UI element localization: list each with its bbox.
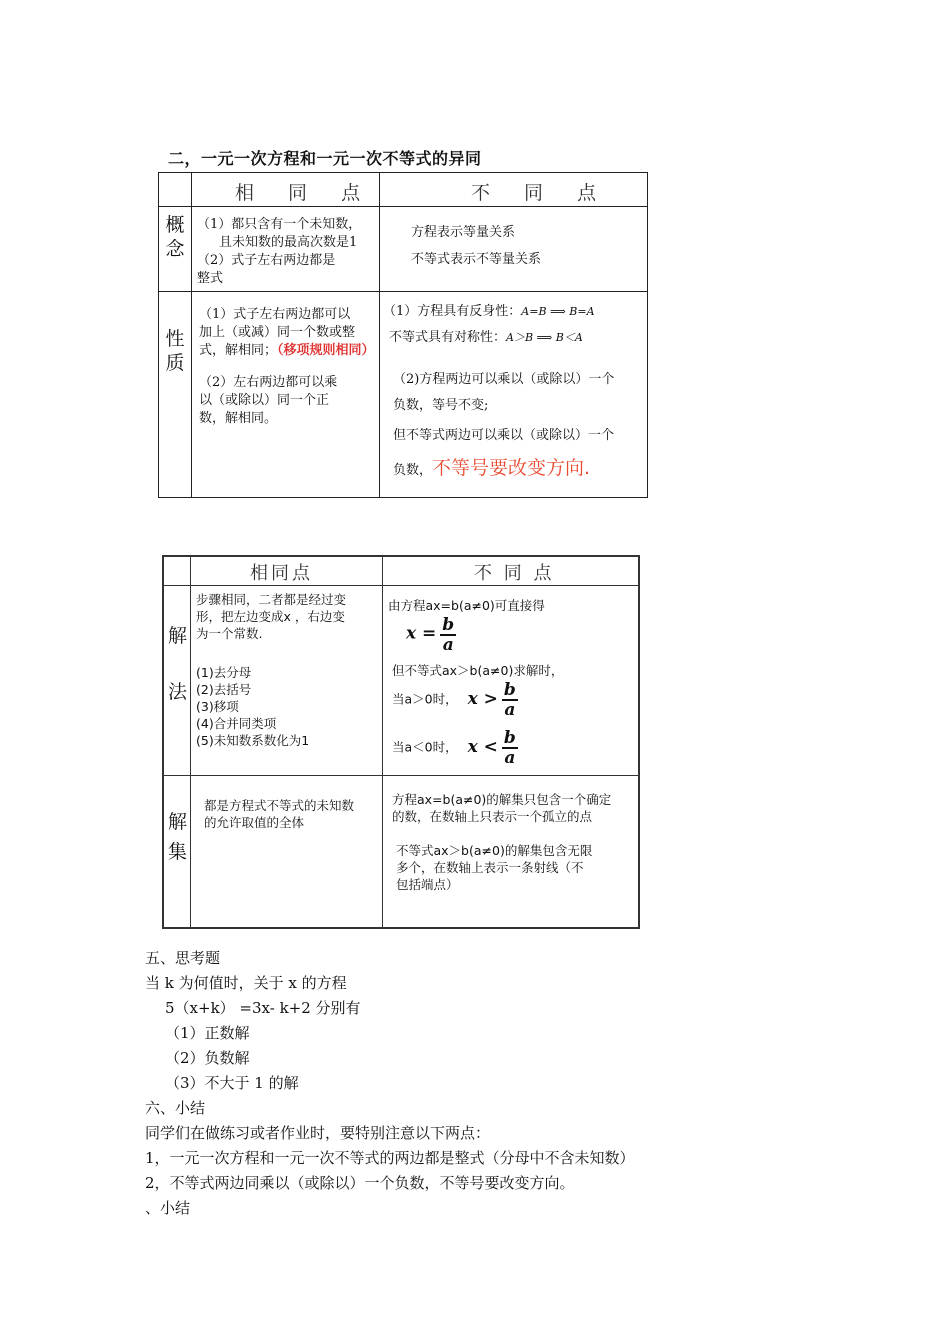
property-diff-highlight: 不等号要改变方向. bbox=[432, 457, 591, 479]
solve-diff-line: 由方程ax=b(a≠0)可直接得 bbox=[388, 598, 545, 613]
row-label-solution-set-a: 解 bbox=[168, 811, 188, 833]
section-heading-summary: 六、小结 bbox=[145, 1099, 206, 1117]
solve-same-cell bbox=[196, 591, 380, 749]
row-label-concept: 概念 bbox=[165, 214, 185, 260]
question-item: （1）正数解 bbox=[165, 1024, 250, 1042]
header-diff: 不 同 点 bbox=[474, 563, 555, 584]
fraction-b-over-a bbox=[502, 681, 518, 719]
solution-set-same-line: 的允许取值的全体 bbox=[204, 815, 305, 830]
concept-same-line: （1）都只含有一个未知数， bbox=[197, 217, 362, 232]
fraction-b-over-a bbox=[440, 616, 456, 654]
row-label-solution-set-b: 集 bbox=[168, 841, 188, 863]
property-diff-math: A=B ⟹ B=A bbox=[521, 305, 595, 318]
formula-x-eq: x = bbox=[406, 623, 437, 644]
fraction-denominator: a bbox=[504, 748, 516, 768]
solve-same-line: 为一个常数. bbox=[196, 626, 263, 641]
concept-diff-line: 不等式表示不等量关系 bbox=[411, 252, 542, 267]
fraction-numerator: b bbox=[442, 615, 455, 635]
concept-same-line: 整式 bbox=[197, 271, 224, 286]
solve-diff-line: 当a＞0时， bbox=[392, 691, 458, 707]
property-diff-cell bbox=[383, 303, 649, 480]
solve-diff-cell bbox=[388, 597, 638, 767]
section-title: 二，一元一次方程和一元一次不等式的异同 bbox=[168, 149, 482, 168]
comparison-table-1 bbox=[158, 172, 648, 498]
summary-intro: 同学们在做练习或者作业时，要特别注意以下两点： bbox=[145, 1124, 491, 1142]
fraction-numerator: b bbox=[503, 728, 516, 748]
concept-diff-cell bbox=[411, 219, 541, 273]
body-text bbox=[145, 946, 635, 1221]
property-same-line: 加上（或减）同一个数或整 bbox=[199, 325, 356, 340]
solution-set-diff-line: 的数，在数轴上只表示一个孤立的点 bbox=[392, 809, 593, 824]
solve-diff-line: 当a＜0时， bbox=[392, 739, 458, 755]
step-item: (1)去分母 bbox=[196, 665, 252, 680]
question-item: （2）负数解 bbox=[165, 1049, 250, 1067]
property-same-line: （1）式子左右两边都可以 bbox=[199, 307, 351, 322]
concept-same-line: 且未知数的最高次数是1 bbox=[219, 235, 358, 250]
solution-set-diff-line: 方程ax=b(a≠0)的解集只包含一个确定 bbox=[392, 792, 612, 807]
property-diff-line: 负数， bbox=[393, 463, 433, 478]
row-label-solve-a: 解 bbox=[168, 625, 188, 647]
property-same-line: 数，解相同。 bbox=[199, 411, 278, 426]
fraction-denominator: a bbox=[442, 635, 454, 655]
section-heading-thinking: 五、思考题 bbox=[145, 949, 221, 967]
property-diff-line: 负数，等号不变; bbox=[393, 398, 489, 413]
question-line: 当 k 为何值时，关于 x 的方程 bbox=[145, 974, 347, 992]
step-item: (2)去括号 bbox=[196, 682, 252, 697]
property-same-line: （2）左右两边都可以乘 bbox=[199, 375, 338, 390]
header-same: 相同点 bbox=[250, 563, 313, 584]
formula-x-gt: x > bbox=[467, 688, 498, 709]
property-diff-line: 不等式具有对称性： bbox=[389, 330, 507, 345]
equation-line: 5（x+k） =3x- k+2 分别有 bbox=[165, 999, 361, 1017]
summary-point: 1，一元一次方程和一元一次不等式的两边都是整式（分母中不含未知数） bbox=[145, 1149, 635, 1167]
property-same-line: 式，解相同； bbox=[199, 343, 278, 358]
solve-diff-line: 但不等式ax＞b(a≠0)求解时， bbox=[392, 663, 564, 678]
solution-set-same-line: 都是方程式不等式的未知数 bbox=[204, 798, 355, 813]
formula-x-lt: x < bbox=[467, 736, 498, 757]
solve-same-line: 步骤相同，二者都是经过变 bbox=[196, 592, 347, 607]
question-item: （3）不大于 1 的解 bbox=[165, 1074, 299, 1092]
property-diff-line: （1）方程具有反身性： bbox=[383, 304, 522, 319]
header-diff: 不 同 点 bbox=[471, 182, 611, 204]
step-item: (5)未知数系数化为1 bbox=[196, 733, 310, 748]
solution-set-diff-line: 包括端点） bbox=[396, 877, 459, 892]
step-item: (3)移项 bbox=[196, 699, 239, 714]
step-item: (4)合并同类项 bbox=[196, 716, 277, 731]
property-same-highlight: （移项规则相同） bbox=[277, 343, 375, 358]
property-diff-line: （2)方程两边可以乘以（或除以）一个 bbox=[393, 372, 615, 387]
summary-point: 2，不等式两边同乘以（或除以）一个负数，不等号要改变方向。 bbox=[145, 1174, 575, 1192]
summary-trailing: 、小结 bbox=[145, 1199, 191, 1217]
property-diff-line: 但不等式两边可以乘以（或除以）一个 bbox=[393, 428, 615, 443]
solution-set-diff-cell bbox=[392, 791, 640, 893]
header-same: 相 同 点 bbox=[235, 182, 375, 204]
row-label-property: 性质 bbox=[165, 328, 185, 374]
solve-same-line: 形，把左边变成x ，右边变 bbox=[196, 609, 345, 624]
property-same-line: 以（或除以）同一个正 bbox=[199, 393, 330, 408]
concept-diff-line: 方程表示等量关系 bbox=[411, 225, 516, 240]
property-diff-math: A＞B ⟹ B＜A bbox=[506, 331, 583, 344]
row-label-solve-b: 法 bbox=[168, 681, 188, 703]
concept-same-line: （2）式子左右两边都是 bbox=[197, 253, 336, 268]
fraction-numerator: b bbox=[503, 680, 516, 700]
fraction-b-over-a bbox=[502, 729, 518, 767]
solution-set-diff-line: 多个，在数轴上表示一条射线（不 bbox=[396, 860, 584, 875]
concept-same-cell bbox=[197, 216, 379, 288]
solution-set-diff-line: 不等式ax＞b(a≠0)的解集包含无限 bbox=[396, 843, 593, 858]
comparison-table-2 bbox=[162, 555, 640, 929]
fraction-denominator: a bbox=[504, 700, 516, 720]
solution-set-same-cell bbox=[204, 797, 380, 831]
property-same-cell bbox=[199, 306, 377, 428]
